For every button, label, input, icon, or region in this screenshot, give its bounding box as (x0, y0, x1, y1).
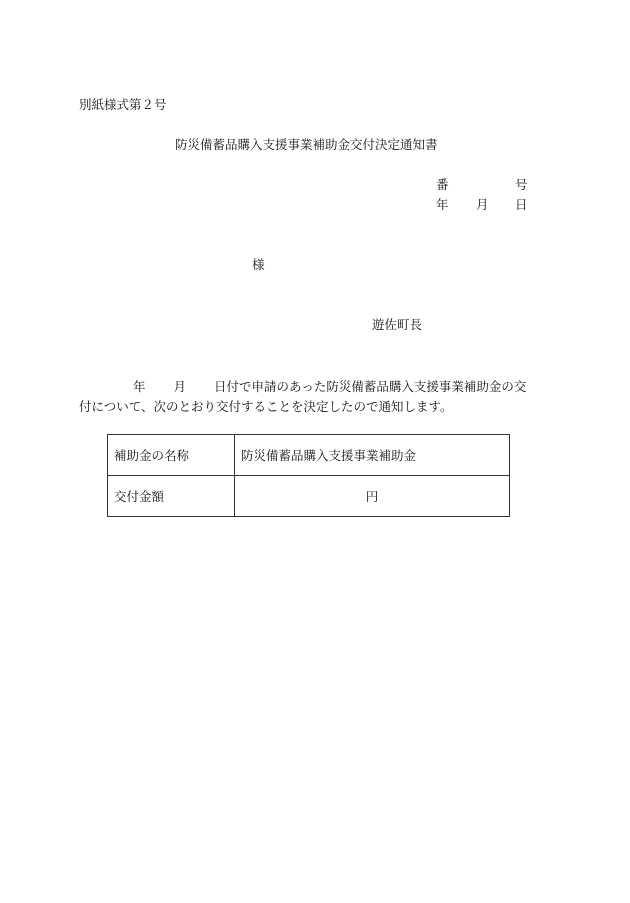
date-year-label: 年 (436, 197, 449, 212)
table-row (108, 435, 510, 476)
notice-body (79, 377, 559, 417)
subsidy-info-table (107, 434, 510, 517)
reference-number-label: 番 (436, 177, 449, 192)
table-row (108, 476, 510, 517)
notice-body-line-1 (79, 377, 559, 397)
subsidy-name-value: 防災備蓄品購入支援事業補助金 (235, 435, 510, 476)
date-day-label: 日 (515, 197, 528, 212)
body-year-label: 年 (133, 379, 146, 394)
body-line-1-text: 日付で申請のあった防災備蓄品購入支援事業補助金の交 (214, 379, 527, 394)
issuer-name: 遊佐町長 (372, 317, 423, 332)
subsidy-name-label: 補助金の名称 (108, 435, 235, 476)
grant-amount-label: 交付金額 (108, 476, 235, 517)
reference-number-suffix: 号 (515, 177, 528, 192)
date-month-label: 月 (476, 197, 489, 212)
body-month-label: 月 (173, 379, 187, 394)
notice-body-line-2: 付について、次のとおり交付することを決定したので通知します。 (79, 399, 453, 414)
recipient-honorific: 様 (252, 257, 265, 272)
form-number: 別紙様式第２号 (79, 97, 167, 112)
grant-amount-value: 円 (235, 476, 510, 517)
document-title: 防災備蓄品購入支援事業補助金交付決定通知書 (175, 137, 438, 152)
